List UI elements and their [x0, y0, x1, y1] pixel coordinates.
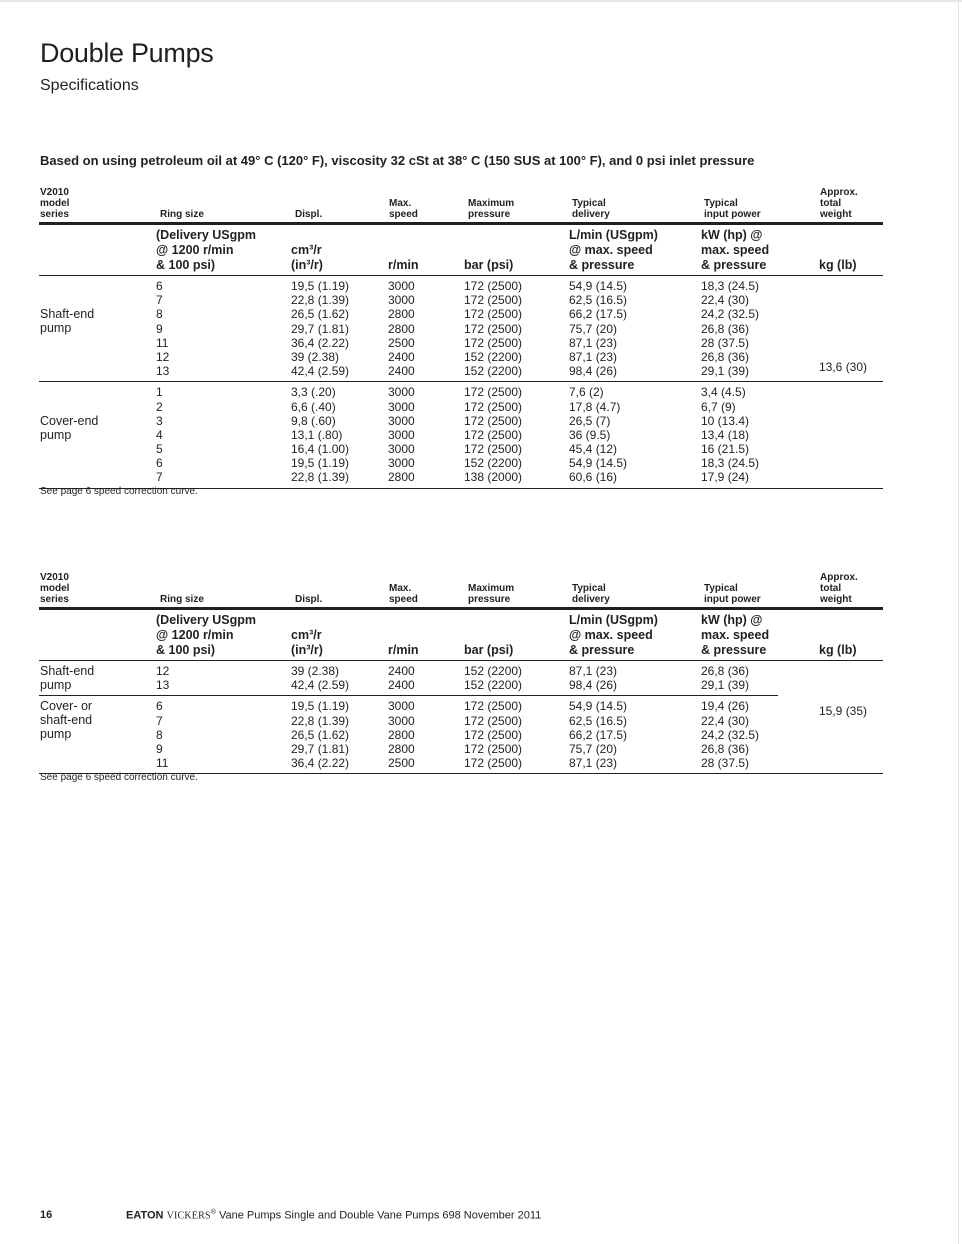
max-pressure-cell: 172 (2500)	[464, 727, 523, 742]
unit-headers	[39, 225, 883, 276]
unit-displ: cm³/r (in³/r)	[291, 243, 323, 272]
typical-delivery-cell: 36 (9.5)	[569, 427, 611, 442]
unit-pressure: bar (psi)	[464, 258, 514, 272]
max-pressure-cell: 172 (2500)	[464, 699, 523, 714]
typical-power-cell: 26,8 (36)	[701, 321, 750, 336]
ring-size-cell: 11	[156, 756, 169, 771]
max-speed-cell: 2500	[388, 335, 415, 350]
typical-power-cell: 22,4 (30)	[701, 713, 750, 728]
row-group	[39, 661, 883, 696]
ring-size-cell: 13	[156, 678, 170, 693]
table-row	[39, 699, 883, 713]
header-speed: Max. speed	[389, 198, 418, 220]
displacement-cell: 22,8 (1.39)	[291, 293, 350, 308]
displacement-cell: 9,8 (.60)	[291, 413, 336, 428]
displacement-cell: 19,5 (1.19)	[291, 279, 350, 293]
table-row	[39, 456, 883, 470]
group-label: Shaft-end pump	[40, 307, 95, 336]
max-pressure-cell: 172 (2500)	[464, 399, 523, 414]
typical-delivery-cell: 45,4 (12)	[569, 442, 618, 457]
footer-brand	[126, 1209, 541, 1222]
typical-delivery-cell: 17,8 (4.7)	[569, 399, 621, 414]
displacement-cell: 29,7 (1.81)	[291, 741, 350, 756]
unit-delivery: L/min (USgpm) @ max. speed & pressure	[569, 613, 658, 657]
typical-delivery-cell: 87,1 (23)	[569, 756, 618, 771]
max-pressure-cell: 172 (2500)	[464, 713, 523, 728]
typical-delivery-cell: 87,1 (23)	[569, 335, 618, 350]
header-weight: Approx. total weight	[820, 187, 858, 220]
max-pressure-cell: 152 (2200)	[464, 678, 523, 693]
row-group	[39, 276, 883, 382]
table-row	[39, 350, 883, 364]
displacement-cell: 13,1 (.80)	[291, 427, 343, 442]
max-speed-cell: 2400	[388, 664, 415, 678]
header-weight: Approx. total weight	[820, 572, 858, 605]
header-delivery: Typical delivery	[572, 198, 610, 220]
displacement-cell: 19,5 (1.19)	[291, 456, 350, 471]
approx-weight: 15,9 (35)	[819, 704, 868, 718]
ring-size-cell: 11	[156, 335, 169, 350]
ring-size-cell: 12	[156, 664, 170, 678]
displacement-cell: 36,4 (2.22)	[291, 335, 350, 350]
typical-power-cell: 26,8 (36)	[701, 349, 750, 364]
max-speed-cell: 3000	[388, 427, 415, 442]
typical-delivery-cell: 60,6 (16)	[569, 470, 618, 485]
typical-delivery-cell: 98,4 (26)	[569, 678, 618, 693]
table-row	[39, 742, 883, 756]
unit-ring: (Delivery USgpm @ 1200 r/min & 100 psi)	[156, 613, 257, 657]
displacement-cell: 42,4 (2.59)	[291, 678, 350, 693]
displacement-cell: 26,5 (1.62)	[291, 727, 350, 742]
group-label: Shaft-end pump	[40, 664, 95, 692]
max-speed-cell: 3000	[388, 456, 415, 471]
typical-delivery-cell: 62,5 (16.5)	[569, 293, 628, 308]
ring-size-cell: 6	[156, 456, 163, 471]
ring-size-cell: 1	[156, 385, 163, 400]
unit-speed: r/min	[388, 258, 419, 272]
typical-delivery-cell: 98,4 (26)	[569, 364, 618, 379]
spec-table-2	[39, 571, 883, 774]
displacement-cell: 39 (2.38)	[291, 664, 340, 678]
table-row	[39, 322, 883, 336]
max-speed-cell: 3000	[388, 279, 415, 293]
max-speed-cell: 3000	[388, 385, 415, 400]
table-row	[39, 293, 883, 307]
table-row	[39, 442, 883, 456]
approx-weight: 13,6 (30)	[819, 360, 868, 374]
unit-weight: kg (lb)	[819, 258, 857, 272]
typical-power-cell: 24,2 (32.5)	[701, 727, 760, 742]
table-row	[39, 714, 883, 728]
ring-size-cell: 7	[156, 293, 163, 308]
spec-table-1	[39, 186, 883, 489]
max-pressure-cell: 138 (2000)	[464, 470, 523, 485]
table-row	[39, 728, 883, 742]
displacement-cell: 42,4 (2.59)	[291, 364, 350, 379]
table-row	[39, 664, 883, 678]
max-pressure-cell: 152 (2200)	[464, 364, 523, 379]
header-model: V2010 model series	[40, 187, 70, 220]
max-pressure-cell: 172 (2500)	[464, 413, 523, 428]
max-speed-cell: 3000	[388, 713, 415, 728]
table-row	[39, 336, 883, 350]
typical-power-cell: 18,3 (24.5)	[701, 279, 760, 293]
max-speed-cell: 2800	[388, 470, 415, 485]
top-border	[0, 0, 962, 2]
group-label: Cover- or shaft-end pump	[40, 699, 93, 742]
table-body	[39, 276, 883, 489]
max-speed-cell: 3000	[388, 399, 415, 414]
displacement-cell: 36,4 (2.22)	[291, 756, 350, 771]
ring-size-cell: 3	[156, 413, 163, 428]
displacement-cell: 3,3 (.20)	[291, 385, 336, 400]
typical-delivery-cell: 66,2 (17.5)	[569, 727, 628, 742]
typical-power-cell: 19,4 (26)	[701, 699, 750, 714]
ring-size-cell: 12	[156, 349, 170, 364]
typical-power-cell: 10 (13.4)	[701, 413, 750, 428]
table-row	[39, 470, 883, 484]
ring-size-cell: 8	[156, 727, 163, 742]
typical-delivery-cell: 87,1 (23)	[569, 349, 618, 364]
table-body	[39, 661, 883, 774]
displacement-cell: 16,4 (1.00)	[291, 442, 350, 457]
header-speed: Max. speed	[389, 583, 418, 605]
typical-delivery-cell: 26,5 (7)	[569, 413, 611, 428]
max-pressure-cell: 172 (2500)	[464, 385, 523, 400]
ring-size-cell: 7	[156, 470, 163, 485]
displacement-cell: 6,6 (.40)	[291, 399, 336, 414]
column-headers	[39, 186, 883, 225]
ring-size-cell: 13	[156, 364, 170, 379]
registered-mark: ®	[210, 1209, 216, 1216]
max-speed-cell: 2800	[388, 321, 415, 336]
unit-ring: (Delivery USgpm @ 1200 r/min & 100 psi)	[156, 228, 257, 272]
ring-size-cell: 6	[156, 279, 163, 293]
max-speed-cell: 2500	[388, 756, 415, 771]
typical-delivery-cell: 54,9 (14.5)	[569, 699, 628, 714]
page-title: Double Pumps	[40, 38, 214, 68]
max-pressure-cell: 172 (2500)	[464, 293, 523, 308]
ring-size-cell: 4	[156, 427, 163, 442]
max-pressure-cell: 172 (2500)	[464, 756, 523, 771]
typical-power-cell: 6,7 (9)	[701, 399, 736, 414]
ring-size-cell: 8	[156, 307, 163, 322]
typical-delivery-cell: 7,6 (2)	[569, 385, 604, 400]
max-speed-cell: 2400	[388, 678, 415, 693]
table-row	[39, 385, 883, 399]
ring-size-cell: 5	[156, 442, 163, 457]
max-pressure-cell: 152 (2200)	[464, 664, 523, 678]
max-speed-cell: 2800	[388, 307, 415, 322]
speed-correction-note-1: See page 6 speed correction curve.	[40, 486, 198, 497]
table-row	[39, 414, 883, 428]
max-speed-cell: 2400	[388, 349, 415, 364]
max-speed-cell: 2400	[388, 364, 415, 379]
max-speed-cell: 3000	[388, 413, 415, 428]
header-power: Typical input power	[704, 198, 761, 220]
header-ring: Ring size	[160, 594, 204, 605]
max-speed-cell: 2800	[388, 727, 415, 742]
typical-delivery-cell: 87,1 (23)	[569, 664, 618, 678]
max-speed-cell: 3000	[388, 442, 415, 457]
header-displ: Displ.	[295, 209, 323, 220]
typical-delivery-cell: 75,7 (20)	[569, 321, 618, 336]
speed-correction-note-2: See page 6 speed correction curve.	[40, 772, 198, 783]
unit-pressure: bar (psi)	[464, 643, 514, 657]
max-pressure-cell: 152 (2200)	[464, 349, 523, 364]
max-pressure-cell: 172 (2500)	[464, 279, 523, 293]
typical-power-cell: 29,1 (39)	[701, 364, 750, 379]
unit-displ: cm³/r (in³/r)	[291, 628, 323, 657]
header-power: Typical input power	[704, 583, 761, 605]
typical-power-cell: 18,3 (24.5)	[701, 456, 760, 471]
max-pressure-cell: 172 (2500)	[464, 321, 523, 336]
eaton-wordmark: EATON	[126, 1209, 164, 1222]
max-speed-cell: 3000	[388, 293, 415, 308]
typical-power-cell: 13,4 (18)	[701, 427, 750, 442]
ring-size-cell: 2	[156, 399, 163, 414]
displacement-cell: 26,5 (1.62)	[291, 307, 350, 322]
typical-delivery-cell: 54,9 (14.5)	[569, 279, 628, 293]
document-title: Vane Pumps Single and Double Vane Pumps 698 November 2011	[215, 1209, 542, 1222]
typical-power-cell: 17,9 (24)	[701, 470, 750, 485]
unit-delivery: L/min (USgpm) @ max. speed & pressure	[569, 228, 658, 272]
typical-power-cell: 26,8 (36)	[701, 741, 750, 756]
typical-power-cell: 22,4 (30)	[701, 293, 750, 308]
table-row	[39, 678, 883, 692]
vickers-wordmark: VICKERS	[166, 1210, 211, 1222]
table-row	[39, 307, 883, 321]
header-pressure: Maximum pressure	[468, 198, 515, 220]
unit-power: kW (hp) @ max. speed & pressure	[701, 228, 770, 272]
max-pressure-cell: 152 (2200)	[464, 456, 523, 471]
unit-power: kW (hp) @ max. speed & pressure	[701, 613, 770, 657]
max-pressure-cell: 172 (2500)	[464, 335, 523, 350]
max-pressure-cell: 172 (2500)	[464, 442, 523, 457]
ring-size-cell: 7	[156, 713, 163, 728]
group-label: Cover-end pump	[40, 413, 99, 442]
table-row	[39, 279, 883, 293]
typical-power-cell: 28 (37.5)	[701, 756, 750, 771]
unit-speed: r/min	[388, 643, 419, 657]
table-row	[39, 364, 883, 378]
table-row	[39, 400, 883, 414]
column-headers	[39, 571, 883, 610]
displacement-cell: 29,7 (1.81)	[291, 321, 350, 336]
table-row	[39, 428, 883, 442]
typical-power-cell: 26,8 (36)	[701, 664, 750, 678]
typical-power-cell: 29,1 (39)	[701, 678, 750, 693]
displacement-cell: 22,8 (1.39)	[291, 713, 350, 728]
typical-delivery-cell: 66,2 (17.5)	[569, 307, 628, 322]
max-speed-cell: 2800	[388, 741, 415, 756]
max-pressure-cell: 172 (2500)	[464, 741, 523, 756]
displacement-cell: 22,8 (1.39)	[291, 470, 350, 485]
right-border	[958, 0, 959, 1244]
ring-size-cell: 6	[156, 699, 163, 714]
displacement-cell: 19,5 (1.19)	[291, 699, 350, 714]
max-pressure-cell: 172 (2500)	[464, 307, 523, 322]
header-model: V2010 model series	[40, 572, 70, 605]
max-pressure-cell: 172 (2500)	[464, 427, 523, 442]
unit-headers	[39, 610, 883, 661]
row-group	[39, 382, 883, 488]
operating-conditions: Based on using petroleum oil at 49° C (120° F), viscosity 32 cSt at 38° C (150 SUS at 100° F), and 0 psi inlet pressure	[40, 153, 755, 168]
typical-power-cell: 28 (37.5)	[701, 335, 750, 350]
max-speed-cell: 3000	[388, 699, 415, 714]
header-pressure: Maximum pressure	[468, 583, 515, 605]
ring-size-cell: 9	[156, 321, 163, 336]
displacement-cell: 39 (2.38)	[291, 349, 340, 364]
row-group	[39, 696, 883, 774]
ring-size-cell: 9	[156, 741, 163, 756]
table-row	[39, 756, 883, 770]
unit-weight: kg (lb)	[819, 643, 857, 657]
typical-delivery-cell: 54,9 (14.5)	[569, 456, 628, 471]
typical-power-cell: 3,4 (4.5)	[701, 385, 746, 400]
header-delivery: Typical delivery	[572, 583, 610, 605]
typical-delivery-cell: 75,7 (20)	[569, 741, 618, 756]
typical-power-cell: 16 (21.5)	[701, 442, 750, 457]
page-number: 16	[40, 1209, 53, 1221]
header-ring: Ring size	[160, 209, 204, 220]
page-subtitle: Specifications	[40, 77, 139, 94]
typical-delivery-cell: 62,5 (16.5)	[569, 713, 628, 728]
header-displ: Displ.	[295, 594, 323, 605]
typical-power-cell: 24,2 (32.5)	[701, 307, 760, 322]
